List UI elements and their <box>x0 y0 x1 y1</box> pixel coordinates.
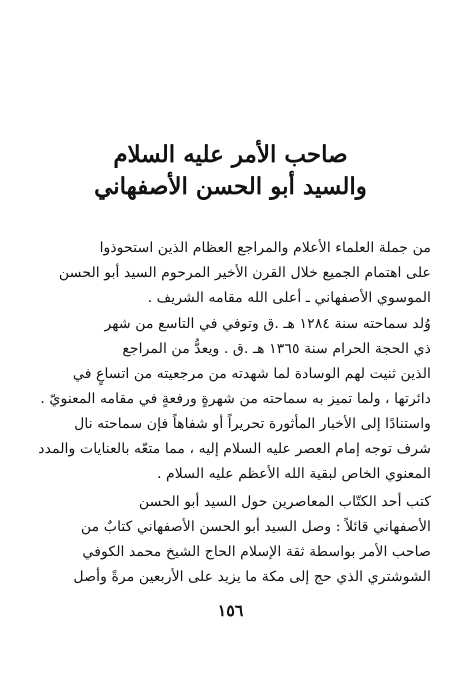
text-line: كتب أحد الكتّاب المعاصرين حول السيد أبو الحسن <box>138 494 431 510</box>
text-line: الذين ثنيت لهم الوسادة لما شهدته من مرجعيته من اتساعٍ في <box>72 366 431 382</box>
text-line: الشوشتري الذي حج إلى مكة ما يزيد على الأربعين مرةً وأصل <box>73 569 431 585</box>
text-line: الموسوي الأصفهاني ـ أعلى الله مقامه الشريف . <box>147 290 431 306</box>
text-line: المعنوي الخاص لبقية الله الأعظم عليه السلام . <box>156 466 431 482</box>
text-line: ذي الحجة الحرام سنة ١٣٦٥ هـ .ق . ويعدُّ من المراجع <box>122 341 431 357</box>
paragraph-3 <box>28 490 431 590</box>
paragraph-2 <box>28 312 431 487</box>
text-line: على اهتمام الجميع خلال القرن الأخير المرحوم السيد أبو الحسن <box>58 265 431 281</box>
text-line: شرف توجه إمام العصر عليه السلام إليه ، مما متعّه بالعنايات والمدد <box>38 441 431 457</box>
text-line: من جملة العلماء الأعلام والمراجع العظام الذين استحوذوا <box>99 240 431 256</box>
page-number: ١٥٦ <box>217 601 244 620</box>
paragraph-1 <box>28 236 431 311</box>
text-line: واستنادًا إلى الأخبار المأثورة تحريراً أو شفاهاً فإن سماحته نال <box>74 416 431 432</box>
text-line: الأصفهاني قائلاً : وصل السيد أبو الحسن الأصفهاني كتابٌ من <box>80 519 431 535</box>
chapter-title-line-1: صاحب الأمر عليه السلام <box>113 141 348 168</box>
text-line: وُلد سماحته سنة ١٢٨٤ هـ .ق وتوفي في التاسع من شهر <box>104 316 431 332</box>
text-line: صاحب الأمر بواسطة ثقة الإسلام الحاج الشيخ محمد الكوفي <box>82 544 431 560</box>
text-line: دائرتها ، ولما تميز به سماحته من شهرةٍ ورفعةٍ في مقامه المعنويّ . <box>40 391 431 407</box>
chapter-title-line-2: والسيد أبو الحسن الأصفهاني <box>94 173 367 200</box>
